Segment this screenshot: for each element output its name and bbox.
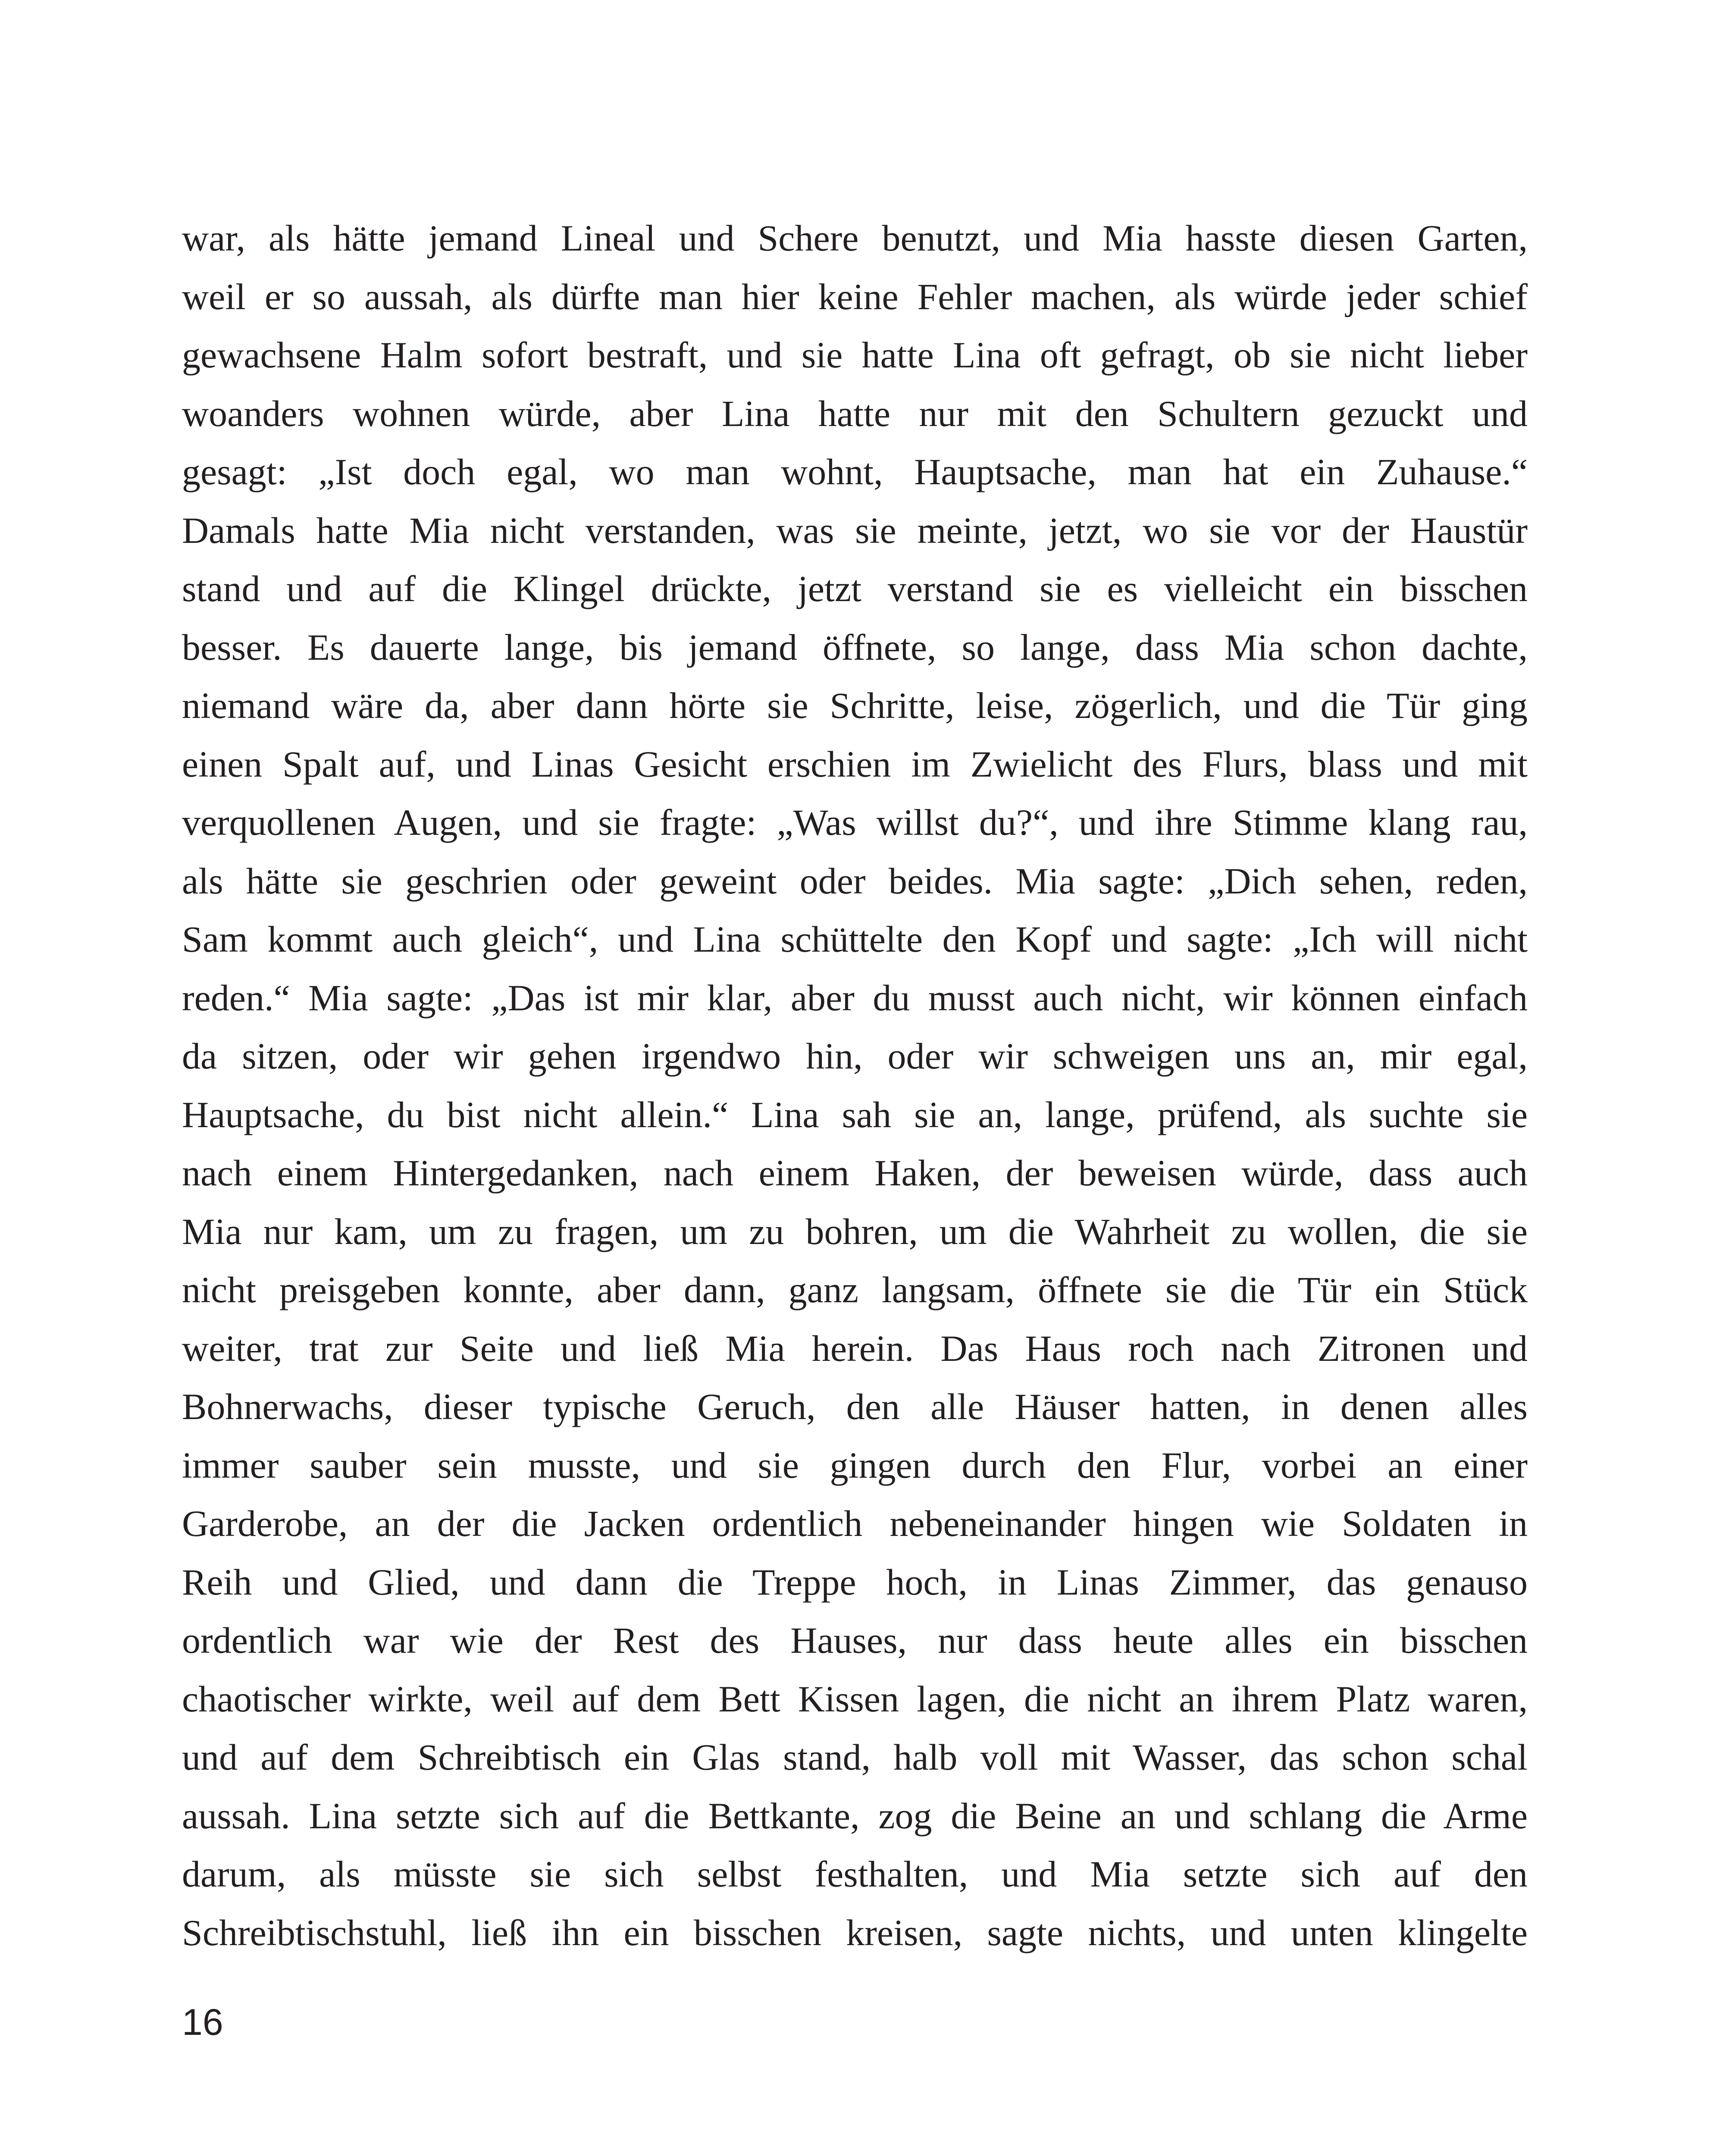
text-line: woanders wohnen würde, aber Lina hatte nur mit den Schultern gezuckt und <box>182 392 1528 434</box>
text-line: und auf dem Schreibtisch ein Glas stand, halb voll mit Wasser, das schon schal <box>182 1736 1528 1778</box>
text-line: Hauptsache, du bist nicht allein.“ Lina sah sie an, lange, prüfend, als suchte sie <box>182 1094 1528 1135</box>
text-line: chaotischer wirkte, weil auf dem Bett Kissen lagen, die nicht an ihrem Platz waren, <box>182 1678 1528 1720</box>
text-line: weil er so aussah, als dürfte man hier keine Fehler machen, als würde jeder schief <box>182 276 1528 317</box>
text-line: nicht preisgeben konnte, aber dann, ganz langsam, öffnete sie die Tür ein Stück <box>182 1269 1528 1310</box>
text-line: Mia nur kam, um zu fragen, um zu bohren, um die Wahrheit zu wollen, die sie <box>182 1210 1528 1252</box>
text-line: weiter, trat zur Seite und ließ Mia herein. Das Haus roch nach Zitronen und <box>182 1327 1528 1369</box>
text-line: reden.“ Mia sagte: „Das ist mir klar, aber du musst auch nicht, wir können einfach <box>182 977 1528 1018</box>
text-line: aussah. Lina setzte sich auf die Bettkante, zog die Beine an und schlang die Arme <box>182 1795 1528 1836</box>
text-line: stand und auf die Klingel drückte, jetzt verstand sie es vielleicht ein bisschen <box>182 568 1528 609</box>
body-text <box>182 209 1528 1962</box>
page-number: 16 <box>182 2002 223 2043</box>
text-line: Garderobe, an der die Jacken ordentlich nebeneinander hingen wie Soldaten in <box>182 1503 1528 1544</box>
text-line: darum, als müsste sie sich selbst festhalten, und Mia setzte sich auf den <box>182 1853 1528 1895</box>
text-line: Sam kommt auch gleich“, und Lina schüttelte den Kopf und sagte: „Ich will nicht <box>182 918 1528 960</box>
text-line: einen Spalt auf, und Linas Gesicht erschien im Zwielicht des Flurs, blass und mit <box>182 743 1528 785</box>
text-line: gewachsene Halm sofort bestraft, und sie hatte Lina oft gefragt, ob sie nicht lieber <box>182 334 1528 376</box>
text-line: ordentlich war wie der Rest des Hauses, nur dass heute alles ein bisschen <box>182 1620 1528 1661</box>
text-line: Reih und Glied, und dann die Treppe hoch, in Linas Zimmer, das genauso <box>182 1561 1528 1603</box>
text-line: Schreibtischstuhl, ließ ihn ein bisschen kreisen, sagte nichts, und unten klingelte <box>182 1912 1528 1953</box>
text-line: als hätte sie geschrien oder geweint oder beides. Mia sagte: „Dich sehen, reden, <box>182 860 1528 902</box>
text-line: war, als hätte jemand Lineal und Schere benutzt, und Mia hasste diesen Garten, <box>182 217 1528 259</box>
text-line: verquollenen Augen, und sie fragte: „Was willst du?“, und ihre Stimme klang rau, <box>182 802 1528 843</box>
text-line: gesagt: „Ist doch egal, wo man wohnt, Hauptsache, man hat ein Zuhause.“ <box>182 451 1528 492</box>
text-line: nach einem Hintergedanken, nach einem Haken, der beweisen würde, dass auch <box>182 1152 1528 1194</box>
text-line: immer sauber sein musste, und sie gingen durch den Flur, vorbei an einer <box>182 1444 1528 1486</box>
text-line: besser. Es dauerte lange, bis jemand öffnete, so lange, dass Mia schon dachte, <box>182 626 1528 668</box>
text-line: Bohnerwachs, dieser typische Geruch, den alle Häuser hatten, in denen alles <box>182 1386 1528 1427</box>
text-line: Damals hatte Mia nicht verstanden, was sie meinte, jetzt, wo sie vor der Haustür <box>182 509 1528 551</box>
text-line: niemand wäre da, aber dann hörte sie Schritte, leise, zögerlich, und die Tür ging <box>182 685 1528 726</box>
text-line: da sitzen, oder wir gehen irgendwo hin, oder wir schweigen uns an, mir egal, <box>182 1035 1528 1077</box>
